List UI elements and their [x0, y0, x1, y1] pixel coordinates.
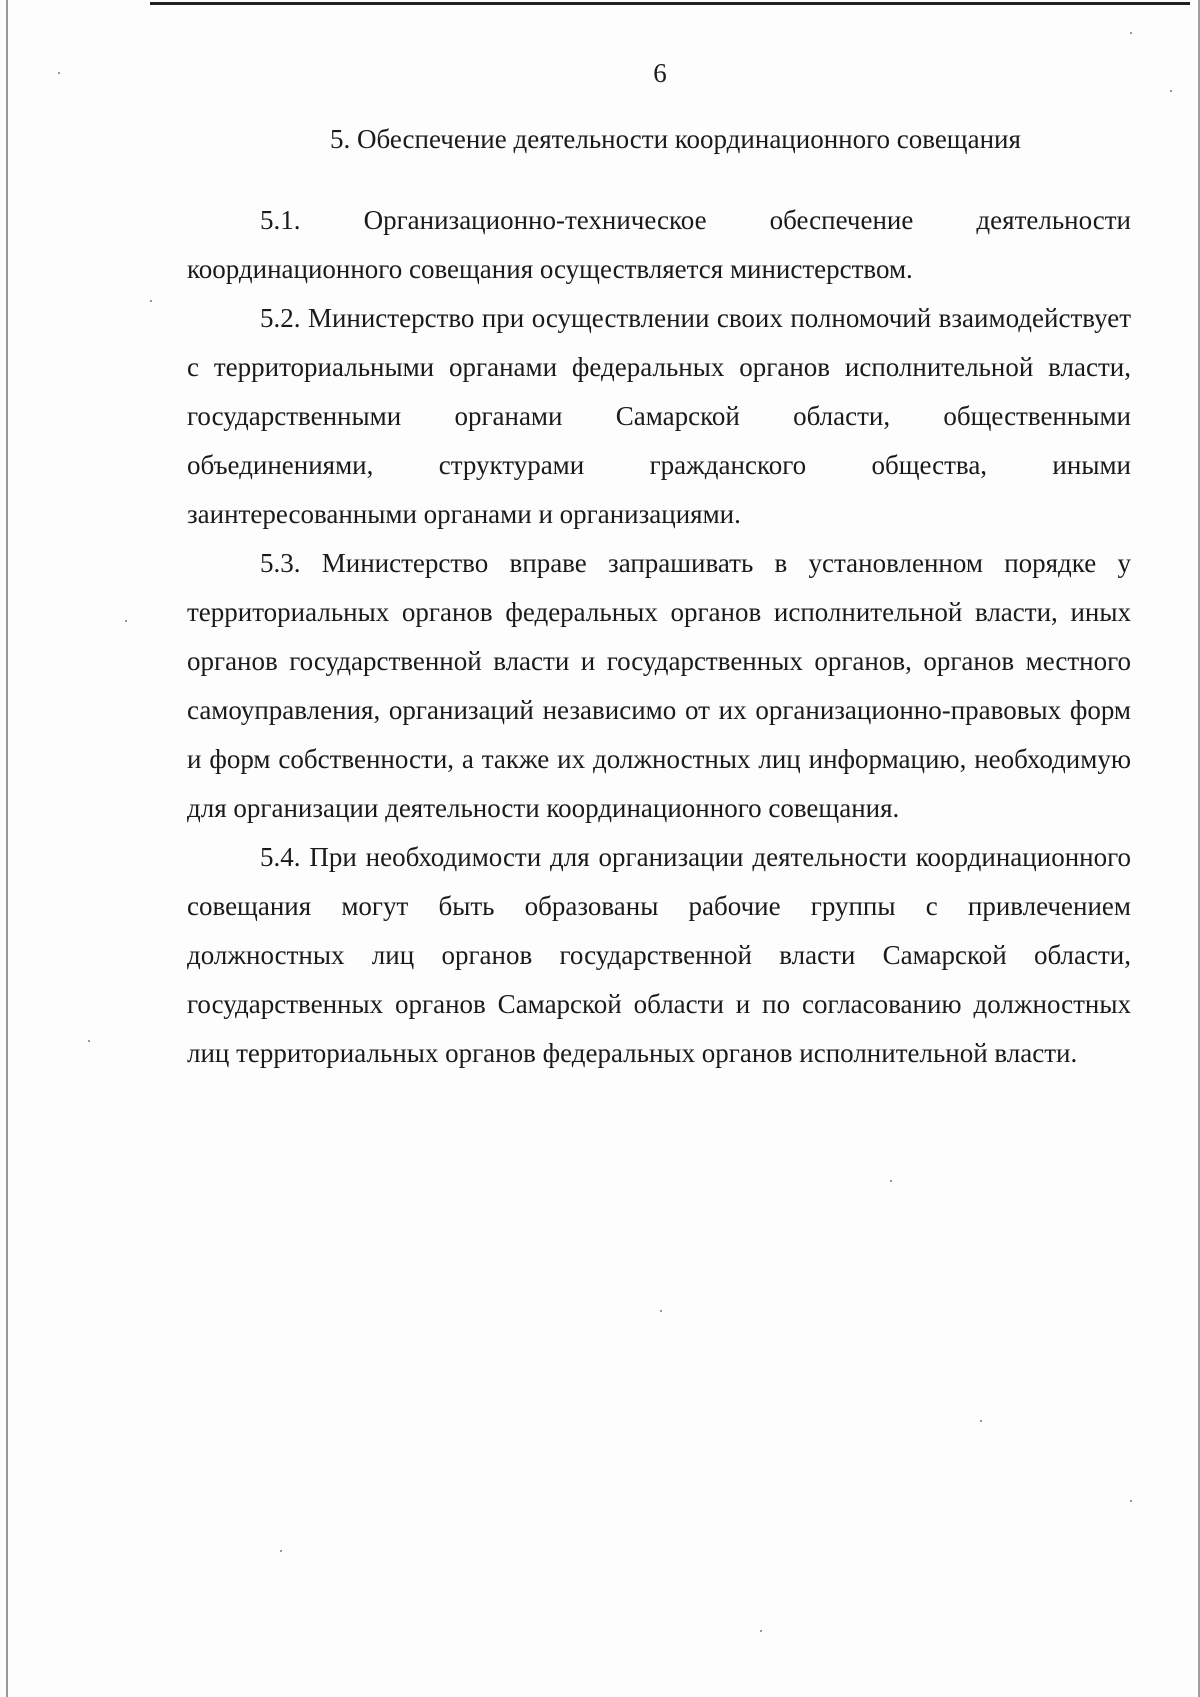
scan-speck	[890, 1180, 892, 1182]
scan-speck	[88, 1040, 90, 1042]
scan-speck	[1170, 90, 1172, 92]
scan-speck	[280, 1550, 282, 1552]
page-number: 6	[653, 58, 667, 88]
top-edge-line	[150, 2, 1190, 5]
paragraph-5-2: 5.2. Министерство при осуществлении своих полномочий взаимодействует с территориальными органами федеральных органов исполнительной власти, государственными органами Самарской области, общественными объединениями, структурами гражданского общества, иными заинтересованными органами и организациями.	[187, 303, 1131, 529]
scan-speck	[58, 72, 60, 74]
scan-speck	[660, 1310, 662, 1312]
paragraph-5-4: 5.4. При необходимости для организации деятельности координационного совещания могут быть образованы рабочие группы с привлечением должностных лиц органов государственной власти Самарской области, государственных органов Самарской области и по согласованию должностных лиц территориальных органов федеральных органов исполнительной власти.	[187, 842, 1131, 1068]
scan-speck	[1130, 32, 1132, 34]
scan-speck	[150, 300, 152, 302]
paragraph-5-1: 5.1. Организационно-техническое обеспечение деятельности координационного совещания осуществляется министерством.	[187, 205, 1131, 284]
scan-speck	[980, 1420, 982, 1422]
scan-speck	[760, 1630, 762, 1632]
section-title: 5. Обеспечение деятельности координационного совещания	[330, 124, 1021, 154]
left-scan-edge	[6, 0, 8, 1697]
scan-speck	[125, 620, 127, 622]
paragraph-5-3: 5.3. Министерство вправе запрашивать в установленном порядке у территориальных органов федеральных органов исполнительной власти, иных органов государственной власти и государственных органов, органов местного самоуправления, организаций независимо от их организационно-правовых форм и форм собственности, а также их должностных лиц информацию, необходимую для организации деятельности координационного совещания.	[187, 548, 1131, 823]
scan-speck	[1130, 1500, 1132, 1502]
document-body	[187, 196, 1131, 1078]
